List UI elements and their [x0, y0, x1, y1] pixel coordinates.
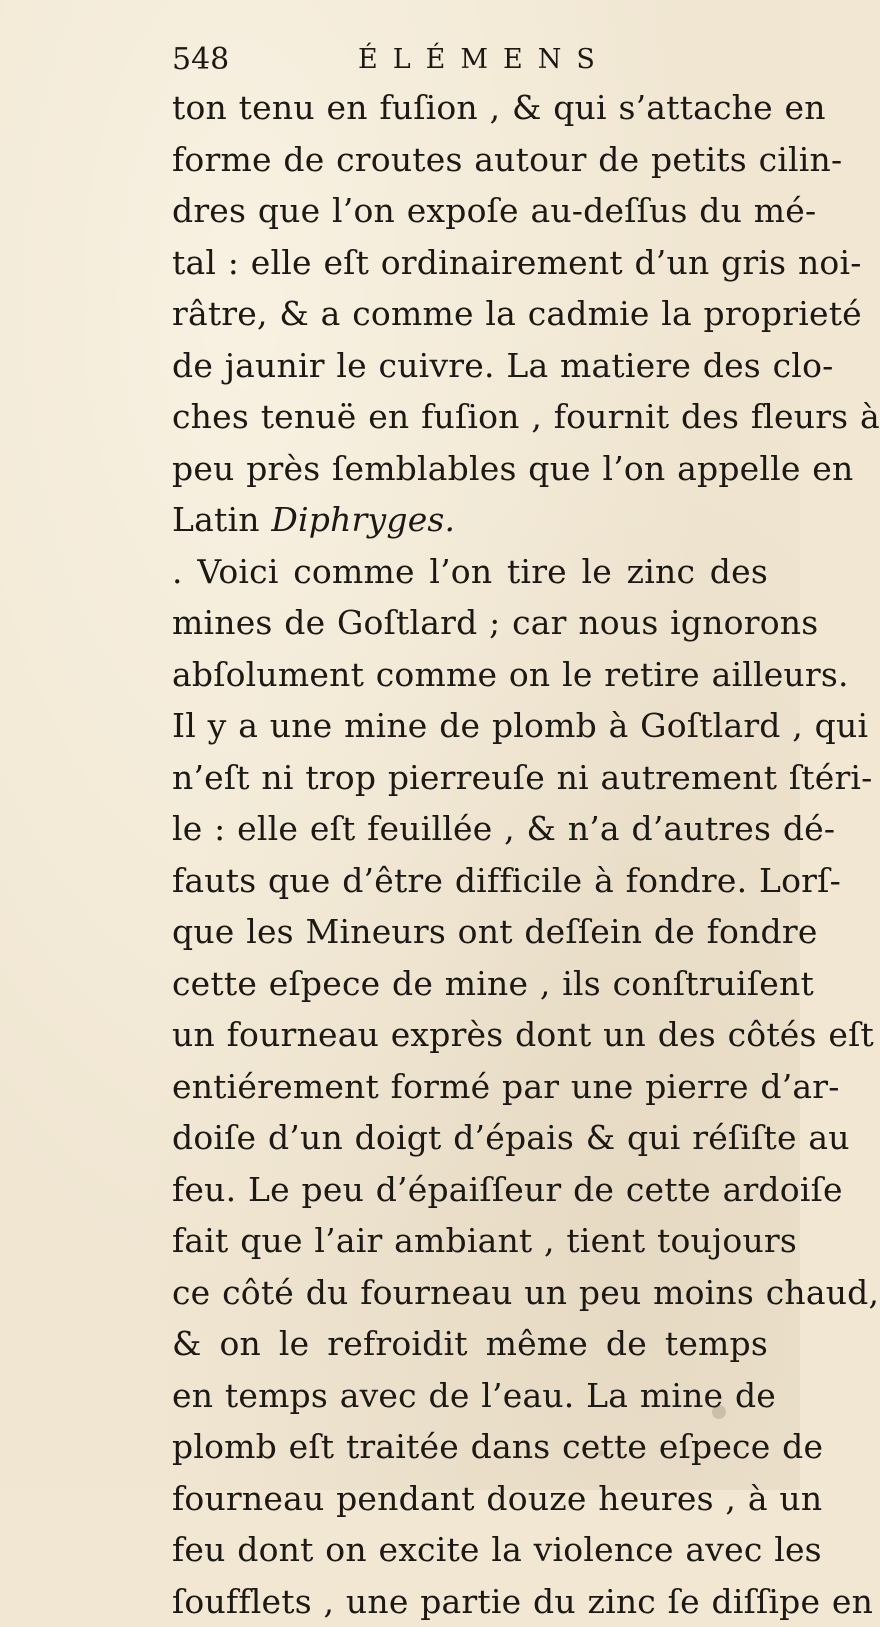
running-title: ÉLÉMENS	[358, 38, 610, 82]
text-line: & on le refroidit même de temps	[172, 1318, 768, 1370]
text-line: feu dont on excite la violence avec les	[172, 1524, 768, 1576]
text-line: de jaunir le cuivre. La matiere des clo-	[172, 340, 768, 392]
text-line: cette eſpece de mine , ils conſtruiſent	[172, 958, 768, 1010]
text-line: ton tenu en fuſion , & qui s’attache en	[172, 82, 768, 134]
text-line: fourneau pendant douze heures , à un	[172, 1473, 768, 1525]
text-line: forme de croutes autour de petits cilin-	[172, 134, 768, 186]
text-line: ce côté du fourneau un peu moins chaud,	[172, 1267, 768, 1319]
text-line: feu. Le peu d’épaiſſeur de cette ardoiſe	[172, 1164, 768, 1216]
text-line: fauts que d’être difficile à fondre. Lorſ-	[172, 855, 768, 907]
text-line: mines de Goſtlard ; car nous ignorons	[172, 597, 768, 649]
text-line: râtre, & a comme la cadmie la proprieté	[172, 288, 768, 340]
text-line: ches tenuë en fuſion , fournit des fleurs à	[172, 391, 768, 443]
text-line: fait que l’air ambiant , tient toujours	[172, 1215, 768, 1267]
body-text	[172, 82, 768, 1627]
page-header	[172, 38, 612, 82]
text-line: dres que l’on expoſe au-deſſus du mé-	[172, 185, 768, 237]
text-line: plomb eſt traitée dans cette eſpece de	[172, 1421, 768, 1473]
text-line: Il y a une mine de plomb à Goſtlard , qui	[172, 700, 768, 752]
text-line: que les Mineurs ont deſſein de fondre	[172, 906, 768, 958]
text-line: n’eſt ni trop pierreuſe ni autrement ſtéri-	[172, 752, 768, 804]
text-line-roman: Latin	[172, 500, 271, 539]
text-line	[172, 494, 768, 546]
text-line: entiérement formé par une pierre d’ar-	[172, 1061, 768, 1113]
text-line: en temps avec de l’eau. La mine de	[172, 1370, 768, 1422]
text-line: le : elle eſt feuillée , & n’a d’autres dé-	[172, 803, 768, 855]
text-line: abſolument comme on le retire ailleurs.	[172, 649, 768, 701]
text-line: peu près ſemblables que l’on appelle en	[172, 443, 768, 495]
text-line: doiſe d’un doigt d’épais & qui réſiſte au	[172, 1112, 768, 1164]
text-line: ſoufflets , une partie du zinc ſe diſſipe en	[172, 1576, 768, 1627]
text-line-italic: Diphryges.	[271, 500, 455, 539]
text-line: . Voici comme l’on tire le zinc des	[172, 546, 768, 598]
page-number: 548	[172, 38, 229, 82]
text-line: tal : elle eſt ordinairement d’un gris noi-	[172, 237, 768, 289]
text-line: un fourneau exprès dont un des côtés eſt	[172, 1009, 768, 1061]
